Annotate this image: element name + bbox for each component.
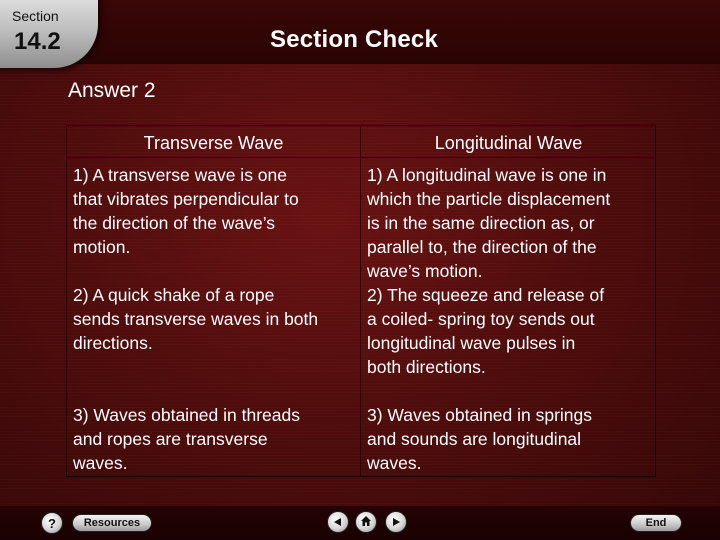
text-line: 3) Waves obtained in threads (73, 405, 300, 425)
text-line: the direction of the wave’s (73, 213, 276, 233)
forward-button[interactable] (385, 511, 407, 533)
help-button[interactable] (41, 512, 63, 534)
text-line: that vibrates perpendicular to (73, 189, 299, 209)
back-button[interactable] (327, 511, 349, 533)
resources-button-label: Resources (83, 517, 141, 529)
text-line: 1) A transverse wave is one (73, 165, 287, 185)
section-label: Section (12, 8, 59, 24)
transverse-item-2 (73, 283, 318, 355)
transverse-item-1 (73, 163, 299, 259)
column-header-transverse: Transverse Wave (143, 133, 284, 153)
longitudinal-item-2 (367, 283, 604, 379)
text-line: motion. (73, 237, 131, 257)
text-line: 1) A longitudinal wave is one in (367, 165, 607, 185)
text-line: waves. (367, 453, 422, 473)
text-line: wave’s motion. (367, 261, 483, 281)
column-header-longitudinal: Longitudinal Wave (434, 133, 583, 153)
back-arrow-icon (333, 515, 343, 530)
text-line: parallel to, the direction of the (367, 237, 597, 257)
comparison-table (66, 125, 656, 477)
column-divider (360, 126, 361, 476)
resources-button[interactable] (72, 514, 152, 532)
slide-subtitle: Answer 2 (68, 79, 156, 102)
text-line: 3) Waves obtained in springs (367, 405, 593, 425)
section-number: 14.2 (14, 28, 61, 55)
transverse-item-3 (73, 403, 300, 475)
end-button[interactable] (630, 514, 682, 532)
text-line: longitudinal wave pulses in (367, 333, 576, 353)
longitudinal-item-3 (367, 403, 592, 475)
text-line: and ropes are transverse (73, 429, 268, 449)
help-icon: ? (48, 515, 56, 531)
text-line: and sounds are longitudinal (367, 429, 582, 449)
home-button[interactable] (355, 511, 377, 533)
text-line: 2) The squeeze and release of (367, 285, 605, 305)
text-line: sends transverse waves in both (73, 309, 319, 329)
header-divider (67, 157, 655, 158)
text-line: waves. (73, 453, 128, 473)
text-line: directions. (73, 333, 153, 353)
text-line: which the particle displacement (367, 189, 611, 209)
text-line: both directions. (367, 357, 486, 377)
forward-arrow-icon (391, 515, 401, 530)
longitudinal-item-1 (367, 163, 610, 283)
home-icon (360, 515, 372, 530)
text-line: 2) A quick shake of a rope (73, 285, 275, 305)
text-line: is in the same direction as, or (367, 213, 595, 233)
page-title: Section Check (270, 26, 438, 53)
end-button-label: End (645, 517, 667, 529)
text-line: a coiled- spring toy sends out (367, 309, 595, 329)
